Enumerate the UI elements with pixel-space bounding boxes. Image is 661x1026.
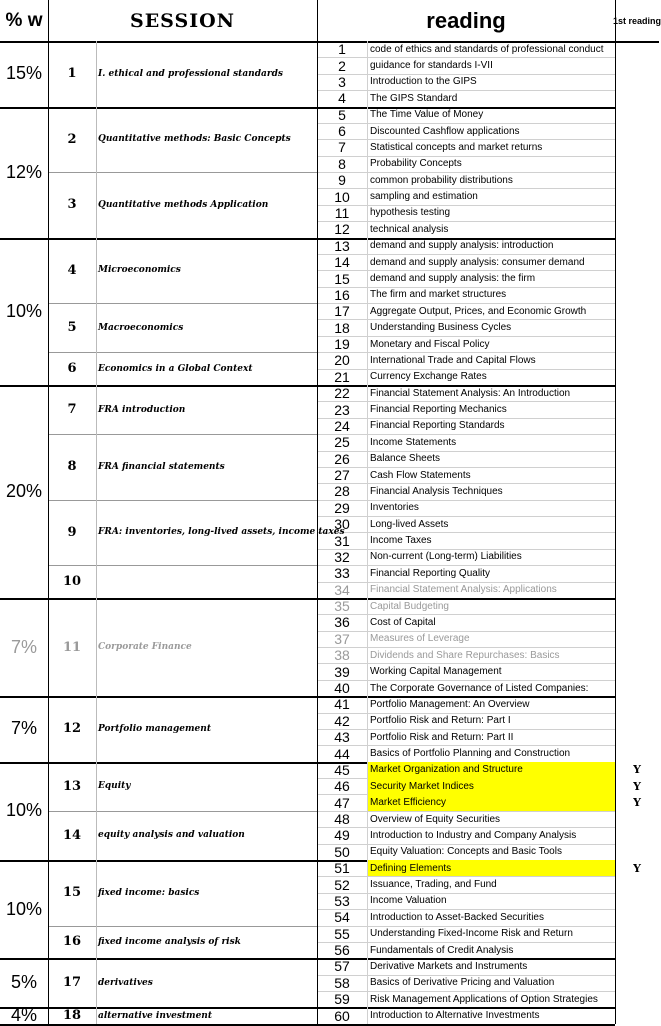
reading-title: Financial Reporting Quality (370, 567, 491, 579)
reading-number: 2 (338, 57, 346, 74)
reading-title: Portfolio Risk and Return: Part II (370, 731, 514, 743)
weight-percent: 10% (5, 300, 43, 321)
reading-number: 21 (334, 368, 350, 385)
first-reading-mark (615, 156, 659, 172)
weight-percent: 7% (10, 718, 37, 739)
first-reading-mark (615, 401, 659, 417)
session-number: 10 (62, 574, 82, 590)
reading-title: Risk Management Applications of Option Strategies (370, 993, 598, 1005)
reading-title: The Time Value of Money (370, 109, 484, 121)
reading-title: Monetary and Fiscal Policy (370, 338, 490, 350)
first-reading-mark (615, 909, 659, 925)
reading-number: 15 (334, 270, 350, 287)
reading-number: 53 (334, 892, 350, 909)
session-number: 3 (67, 197, 77, 213)
reading-title: demand and supply analysis: consumer demand (370, 256, 585, 268)
reading-number: 18 (334, 319, 350, 336)
first-reading-mark (615, 74, 659, 90)
reading-title: Basics of Derivative Pricing and Valuation (370, 977, 555, 989)
reading-number: 11 (334, 204, 350, 221)
header-session: SESSION (129, 9, 236, 32)
session-number: 1 (67, 66, 77, 82)
session-number: 5 (67, 320, 77, 336)
reading-title: The firm and market structures (370, 289, 507, 301)
first-reading-mark (615, 958, 659, 974)
weight-percent: 15% (5, 63, 43, 84)
grid-line (0, 1024, 615, 1026)
reading-title: demand and supply analysis: introduction (370, 240, 554, 252)
reading-title: Fundamentals of Credit Analysis (370, 944, 514, 956)
reading-title: Income Statements (370, 436, 457, 448)
weight-percent: 10% (5, 898, 43, 919)
first-reading-mark (615, 369, 659, 385)
header-weight: % w (5, 9, 43, 31)
session-title: Corporate Finance (98, 642, 192, 653)
reading-title: Discounted Cashflow applications (370, 125, 520, 137)
session-number: 7 (67, 402, 77, 418)
reading-title: Statistical concepts and market returns (370, 141, 543, 153)
session-title: Portfolio management (98, 723, 211, 734)
session-number: 9 (67, 524, 77, 540)
session-number: 18 (62, 1008, 82, 1024)
reading-number: 45 (334, 761, 350, 778)
first-reading-mark: Y (633, 861, 641, 875)
weight-percent: 20% (5, 480, 43, 501)
first-reading-mark (615, 549, 659, 565)
reading-number: 50 (334, 843, 350, 860)
reading-number: 8 (338, 155, 346, 172)
reading-title: The Corporate Governance of Listed Companies: (370, 682, 589, 694)
reading-title: Income Taxes (370, 535, 432, 547)
reading-title: Derivative Markets and Instruments (370, 960, 528, 972)
reading-number: 58 (334, 974, 350, 991)
reading-title: Inventories (370, 502, 419, 514)
reading-number: 39 (334, 663, 350, 680)
reading-title: Financial Reporting Mechanics (370, 404, 507, 416)
reading-title: Long-lived Assets (370, 518, 449, 530)
reading-number: 31 (334, 532, 350, 549)
reading-number: 37 (334, 630, 350, 647)
reading-number: 9 (338, 172, 346, 189)
reading-title: Market Efficiency (367, 794, 615, 810)
grid-line (615, 0, 616, 1024)
reading-number: 26 (334, 450, 350, 467)
first-reading-mark (615, 991, 659, 1007)
first-reading-mark (615, 942, 659, 958)
reading-number: 10 (334, 188, 350, 205)
session-number: 15 (62, 885, 82, 901)
first-reading-mark: Y (633, 796, 641, 810)
reading-number: 48 (334, 811, 350, 828)
first-reading-mark (615, 844, 659, 860)
first-reading-mark (615, 663, 659, 679)
reading-number: 7 (338, 139, 346, 156)
reading-number: 30 (334, 516, 350, 533)
reading-title: The GIPS Standard (370, 92, 458, 104)
reading-title: Non-current (Long-term) Liabilities (370, 551, 522, 563)
session-number: 4 (67, 262, 77, 278)
reading-title: technical analysis (370, 223, 449, 235)
reading-title: Understanding Business Cycles (370, 322, 512, 334)
first-reading-mark (615, 41, 659, 57)
reading-number: 35 (334, 598, 350, 615)
weight-percent: 10% (5, 800, 43, 821)
reading-title: Overview of Equity Securities (370, 813, 501, 825)
reading-number: 34 (334, 581, 350, 598)
grid-line (317, 0, 318, 1024)
first-reading-mark (615, 500, 659, 516)
reading-number: 36 (334, 614, 350, 631)
session-title: Quantitative methods: Basic Concepts (98, 134, 291, 145)
reading-number: 38 (334, 647, 350, 664)
first-reading-mark (615, 319, 659, 335)
reading-number: 32 (334, 548, 350, 565)
reading-number: 47 (334, 794, 350, 811)
first-reading-mark (615, 614, 659, 630)
reading-title: Basics of Portfolio Planning and Construction (370, 748, 571, 760)
reading-number: 22 (334, 385, 350, 402)
reading-title: code of ethics and standards of professional conduct (370, 43, 604, 55)
reading-title: Aggregate Output, Prices, and Economic Growth (370, 305, 587, 317)
session-number: 2 (67, 131, 77, 147)
session-title: FRA introduction (98, 404, 186, 415)
first-reading-mark (615, 975, 659, 991)
reading-title: Measures of Leverage (370, 633, 470, 645)
reading-number: 6 (338, 123, 346, 140)
first-reading-mark (615, 598, 659, 614)
first-reading-mark (615, 811, 659, 827)
reading-number: 13 (334, 237, 350, 254)
reading-number: 44 (334, 745, 350, 762)
reading-title: Cost of Capital (370, 616, 436, 628)
grid-line (367, 41, 368, 1024)
weight-percent: 5% (10, 972, 37, 993)
reading-number: 5 (338, 106, 346, 123)
reading-number: 57 (334, 958, 350, 975)
reading-title: International Trade and Capital Flows (370, 354, 536, 366)
first-reading-mark (615, 532, 659, 548)
first-reading-mark (615, 647, 659, 663)
reading-title: Financial Statement Analysis: An Introduction (370, 387, 571, 399)
reading-title: demand and supply analysis: the firm (370, 273, 536, 284)
reading-title: Understanding Fixed-Income Risk and Return (370, 928, 573, 940)
first-reading-mark (615, 483, 659, 499)
reading-number: 54 (334, 909, 350, 926)
reading-title: Financial Statement Analysis: Applications (370, 584, 557, 596)
reading-title: Security Market Indices (367, 778, 615, 794)
reading-number: 25 (334, 434, 350, 451)
reading-title: common probability distributions (370, 174, 513, 186)
first-reading-mark (615, 221, 659, 237)
first-reading-mark (615, 172, 659, 188)
reading-number: 19 (334, 336, 350, 353)
first-reading-mark (615, 107, 659, 123)
reading-number: 52 (334, 876, 350, 893)
first-reading-mark (615, 139, 659, 155)
reading-number: 1 (338, 41, 346, 58)
first-reading-mark (615, 123, 659, 139)
reading-number: 33 (334, 565, 350, 582)
reading-title: Working Capital Management (370, 666, 502, 678)
reading-number: 24 (334, 417, 350, 434)
reading-number: 42 (334, 712, 350, 729)
reading-number: 51 (334, 860, 350, 877)
reading-title: Market Organization and Structure (367, 762, 615, 778)
session-number: 17 (62, 975, 82, 991)
session-title: Macroeconomics (98, 322, 184, 333)
session-title: fixed income: basics (98, 887, 200, 898)
session-title: FRA financial statements (98, 461, 225, 472)
reading-title: hypothesis testing (370, 207, 451, 219)
first-reading-mark (615, 893, 659, 909)
session-number: 11 (62, 639, 82, 655)
first-reading-mark (615, 303, 659, 319)
first-reading-mark (615, 565, 659, 581)
reading-title: guidance for standards I-VII (370, 60, 493, 72)
session-title: I. ethical and professional standards (98, 68, 283, 79)
first-reading-mark (615, 876, 659, 892)
grid-line (48, 0, 49, 1024)
reading-title: Introduction to Alternative Investments (370, 1010, 540, 1022)
weight-percent: 12% (5, 161, 43, 182)
reading-number: 43 (334, 729, 350, 746)
first-reading-mark (615, 385, 659, 401)
weight-percent: 4% (10, 1005, 37, 1026)
first-reading-mark (615, 188, 659, 204)
reading-number: 14 (334, 254, 350, 271)
reading-title: Introduction to Industry and Company Analysis (370, 829, 577, 841)
reading-title: Issuance, Trading, and Fund (370, 879, 497, 891)
reading-number: 16 (334, 286, 350, 303)
session-title: Economics in a Global Context (98, 363, 253, 374)
reading-title: Financial Reporting Standards (370, 420, 505, 432)
reading-title: Probability Concepts (370, 158, 462, 170)
session-title: Microeconomics (98, 265, 181, 276)
first-reading-mark (615, 287, 659, 303)
reading-title: Cash Flow Statements (370, 469, 471, 481)
first-reading-mark: Y (633, 763, 641, 777)
reading-number: 40 (334, 680, 350, 696)
first-reading-mark (615, 336, 659, 352)
reading-title: Balance Sheets (370, 453, 441, 465)
reading-number: 3 (338, 73, 346, 90)
first-reading-mark (615, 680, 659, 696)
session-number: 12 (62, 721, 82, 737)
session-number: 6 (67, 361, 77, 377)
reading-title: Portfolio Management: An Overview (370, 698, 530, 710)
reading-number: 56 (334, 942, 350, 959)
reading-title: Dividends and Share Repurchases: Basics (370, 649, 560, 661)
reading-title: Introduction to Asset-Backed Securities (370, 911, 544, 923)
reading-title: Income Valuation (370, 895, 447, 907)
reading-title: Currency Exchange Rates (370, 371, 487, 383)
first-reading-mark (615, 90, 659, 106)
reading-number: 27 (334, 467, 350, 484)
first-reading-mark (615, 745, 659, 761)
session-number: 13 (62, 778, 82, 794)
grid-line (96, 41, 97, 1024)
first-reading-mark (615, 205, 659, 221)
session-title: derivatives (98, 977, 153, 988)
reading-title: sampling and estimation (370, 191, 478, 203)
session-title: alternative investment (98, 1010, 213, 1021)
grid-line (0, 41, 659, 43)
first-reading-mark (615, 352, 659, 368)
header-reading: reading (426, 7, 506, 33)
reading-number: 20 (334, 352, 350, 369)
first-reading-mark (615, 270, 659, 286)
session-title: FRA: inventories, long-lived assets, income taxes (98, 527, 345, 538)
first-reading-mark (615, 516, 659, 532)
reading-number: 17 (334, 303, 350, 320)
reading-number: 29 (334, 499, 350, 516)
reading-title: Equity Valuation: Concepts and Basic Tools (370, 846, 562, 858)
reading-title: Defining Elements (367, 860, 615, 876)
first-reading-mark (615, 696, 659, 712)
reading-number: 23 (334, 401, 350, 418)
first-reading-mark (615, 434, 659, 450)
first-reading-mark: Y (633, 779, 641, 793)
first-reading-mark (615, 418, 659, 434)
reading-number: 49 (334, 827, 350, 844)
first-reading-mark (615, 57, 659, 73)
first-reading-mark (615, 926, 659, 942)
first-reading-mark (615, 631, 659, 647)
reading-number: 46 (334, 778, 350, 795)
session-title: Equity (98, 781, 131, 792)
reading-number: 55 (334, 925, 350, 942)
reading-number: 28 (334, 483, 350, 500)
reading-number: 41 (334, 696, 350, 713)
reading-number: 4 (338, 90, 346, 107)
reading-title: Capital Budgeting (370, 600, 449, 612)
first-reading-mark (615, 729, 659, 745)
session-title: Quantitative methods Application (98, 199, 269, 210)
reading-title: Introduction to the GIPS (370, 76, 477, 88)
first-reading-mark (615, 1007, 659, 1023)
first-reading-mark (615, 467, 659, 483)
weight-percent: 7% (10, 636, 37, 657)
session-number: 16 (62, 934, 82, 950)
session-title: fixed income analysis of risk (98, 936, 241, 947)
reading-number: 60 (334, 1007, 350, 1024)
session-title: equity analysis and valuation (98, 830, 245, 841)
first-reading-mark (615, 827, 659, 843)
reading-number: 59 (334, 991, 350, 1008)
first-reading-mark (615, 582, 659, 598)
session-title (96, 565, 317, 598)
reading-title: Financial Analysis Techniques (370, 485, 503, 497)
first-reading-mark (615, 451, 659, 467)
reading-number: 12 (334, 221, 350, 238)
first-reading-mark (615, 238, 659, 254)
first-reading-mark (615, 713, 659, 729)
header-first-reading: 1st reading (613, 15, 661, 26)
session-number: 8 (67, 459, 77, 475)
first-reading-mark (615, 254, 659, 270)
session-number: 14 (62, 827, 82, 843)
reading-title: Portfolio Risk and Return: Part I (370, 715, 511, 727)
